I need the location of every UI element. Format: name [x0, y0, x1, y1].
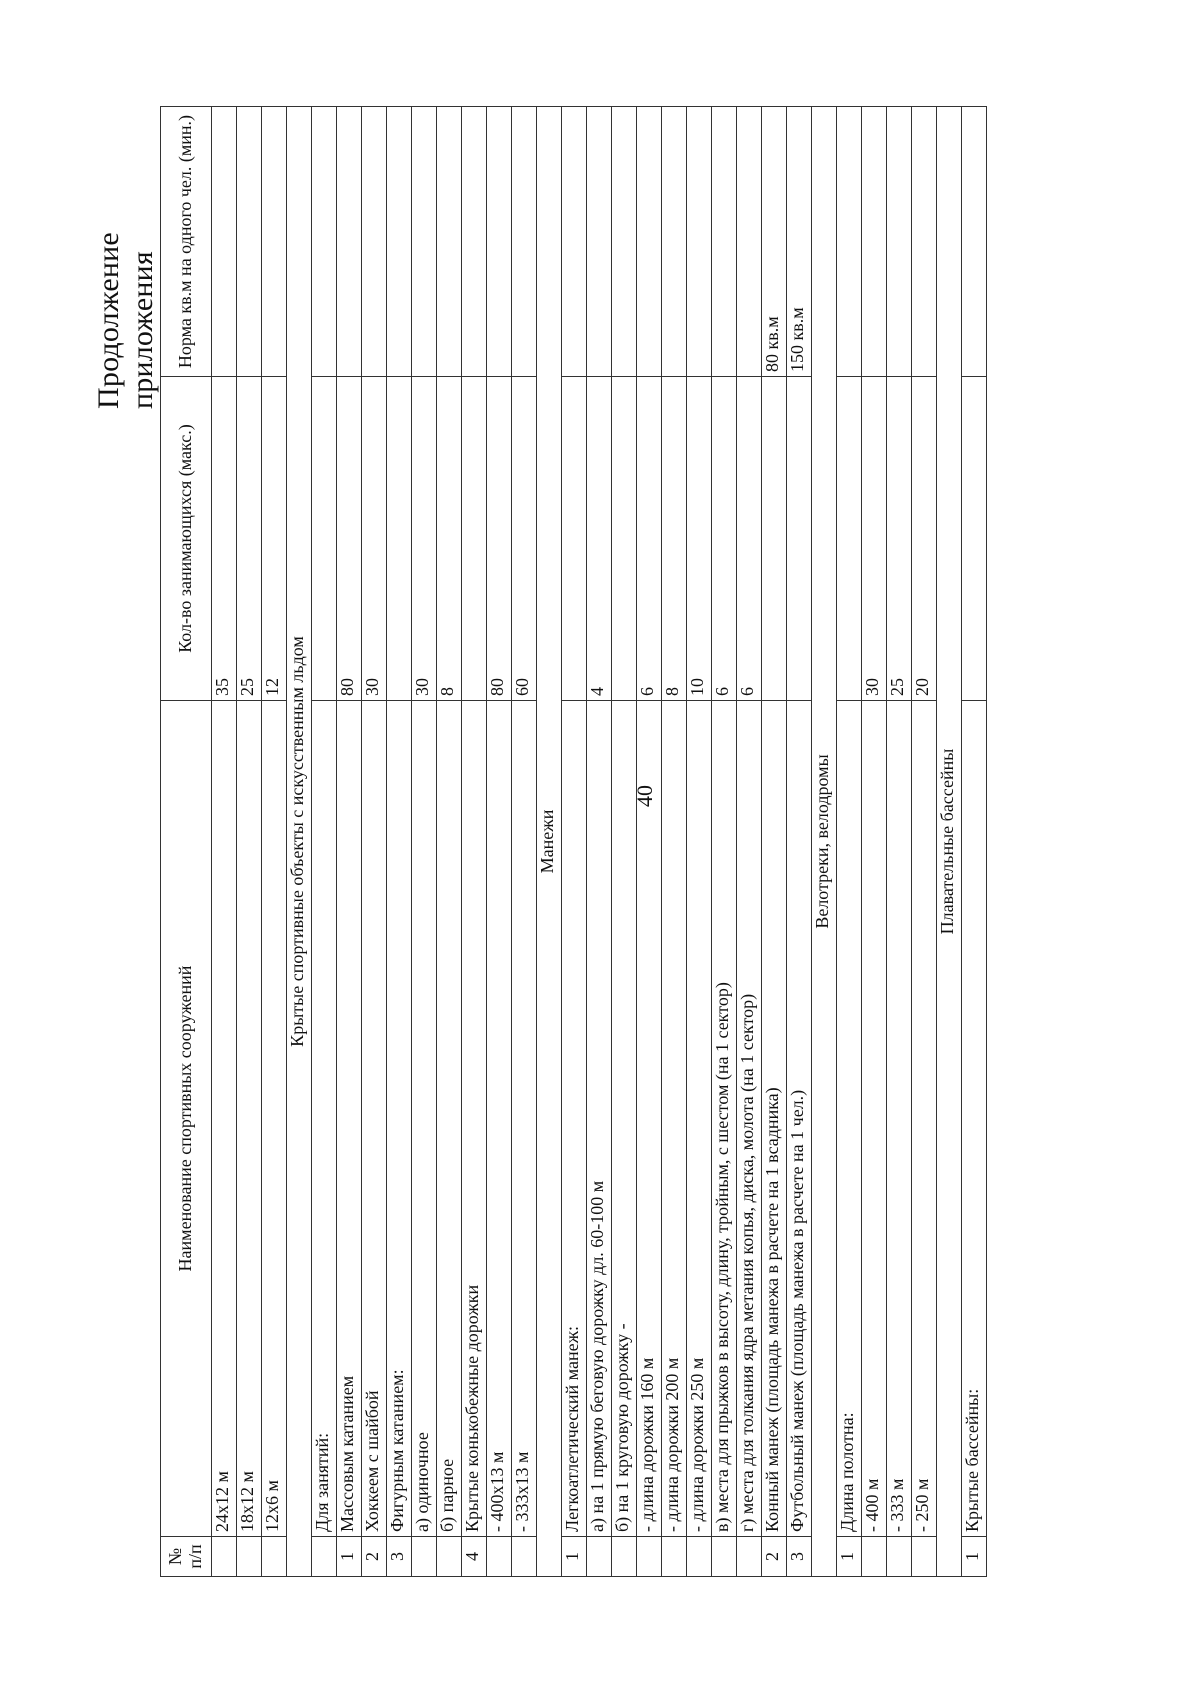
row-num-cell: 3	[787, 1537, 812, 1577]
table-row	[612, 107, 637, 1577]
row-num-cell: 3	[387, 1537, 412, 1577]
table-row	[687, 107, 712, 1577]
table-row	[587, 107, 612, 1577]
row-num-cell: 1	[562, 1537, 587, 1577]
row-norm-cell	[587, 107, 612, 377]
row-norm-cell	[637, 107, 662, 377]
header-num: № п/п	[161, 1537, 212, 1577]
row-count-cell	[787, 377, 812, 701]
row-name-cell: - 400х13 м	[487, 701, 512, 1537]
row-count-cell	[462, 377, 487, 701]
table-row	[862, 107, 887, 1577]
row-count-cell: 6	[737, 377, 762, 701]
row-norm-cell	[437, 107, 462, 377]
row-name-cell: Крытые бассейны:	[962, 701, 987, 1537]
row-count-cell	[612, 377, 637, 701]
table-row	[487, 107, 512, 1577]
table-row	[437, 107, 462, 1577]
section-row	[537, 107, 562, 1577]
table-row	[212, 107, 237, 1577]
row-count-cell: 30	[412, 377, 437, 701]
table-row	[837, 107, 862, 1577]
row-name-cell: 24х12 м	[212, 701, 237, 1537]
row-num-cell	[237, 1537, 262, 1577]
table-row	[737, 107, 762, 1577]
row-name-cell: г) места для толкания ядра метания копья, диска, молота (на 1 сектор)	[737, 701, 762, 1537]
row-count-cell: 10	[687, 377, 712, 701]
section-label: Манежи	[537, 107, 562, 1577]
row-num-cell	[512, 1537, 537, 1577]
row-norm-cell	[912, 107, 937, 377]
row-norm-cell	[212, 107, 237, 377]
row-count-cell: 80	[337, 377, 362, 701]
table-row	[362, 107, 387, 1577]
row-norm-cell	[312, 107, 337, 377]
row-norm-cell	[387, 107, 412, 377]
table-row	[512, 107, 537, 1577]
row-name-cell: б) на 1 круговую дорожку -	[612, 701, 637, 1537]
header-name: Наименование спортивных сооружений	[161, 701, 212, 1537]
row-num-cell: 2	[362, 1537, 387, 1577]
row-num-cell: 1	[337, 1537, 362, 1577]
section-row	[812, 107, 837, 1577]
row-num-cell	[612, 1537, 637, 1577]
header-count: Кол-во занимающихся (макс.)	[161, 377, 212, 701]
row-norm-cell	[562, 107, 587, 377]
section-label: Велотреки, велодромы	[812, 107, 837, 1577]
row-num-cell	[737, 1537, 762, 1577]
row-count-cell: 8	[662, 377, 687, 701]
page-title: Продолжение приложения	[92, 232, 159, 409]
table-row	[337, 107, 362, 1577]
table-row	[412, 107, 437, 1577]
table-row	[762, 107, 787, 1577]
table-row	[387, 107, 412, 1577]
row-name-cell: - длина дорожки 200 м	[662, 701, 687, 1537]
row-count-cell	[387, 377, 412, 701]
row-name-cell: Фигурным катанием:	[387, 701, 412, 1537]
row-name-cell: - 333 м	[887, 701, 912, 1537]
table-row	[912, 107, 937, 1577]
row-count-cell: 30	[362, 377, 387, 701]
row-norm-cell	[712, 107, 737, 377]
row-name-cell: а) на 1 прямую беговую дорожку дл. 60-100 м	[587, 701, 612, 1537]
row-norm-cell	[862, 107, 887, 377]
section-row	[287, 107, 312, 1577]
row-norm-cell	[662, 107, 687, 377]
table-row	[637, 107, 662, 1577]
row-norm-cell	[687, 107, 712, 377]
table-row	[712, 107, 737, 1577]
page-number: 40	[632, 785, 657, 807]
row-num-cell	[262, 1537, 287, 1577]
row-num-cell: 1	[837, 1537, 862, 1577]
row-count-cell: 30	[862, 377, 887, 701]
row-count-cell: 35	[212, 377, 237, 701]
row-norm-cell	[837, 107, 862, 377]
row-name-cell: Для занятий:	[312, 701, 337, 1537]
table-row	[237, 107, 262, 1577]
table-header-row	[161, 107, 212, 1577]
row-norm-cell	[887, 107, 912, 377]
row-count-cell	[562, 377, 587, 701]
row-num-cell	[437, 1537, 462, 1577]
row-norm-cell	[737, 107, 762, 377]
row-num-cell	[912, 1537, 937, 1577]
row-num-cell: 2	[762, 1537, 787, 1577]
table-row	[562, 107, 587, 1577]
table-row	[262, 107, 287, 1577]
row-name-cell: - длина дорожки 160 м	[637, 701, 662, 1537]
section-label: Плавательные бассейны	[937, 107, 962, 1577]
row-name-cell: 18х12 м	[237, 701, 262, 1537]
row-norm-cell	[337, 107, 362, 377]
row-name-cell: - 250 м	[912, 701, 937, 1537]
row-count-cell: 6	[712, 377, 737, 701]
row-num-cell	[212, 1537, 237, 1577]
row-count-cell	[962, 377, 987, 701]
table-row	[662, 107, 687, 1577]
row-num-cell: 4	[462, 1537, 487, 1577]
row-count-cell	[762, 377, 787, 701]
row-name-cell: Длина полотна:	[837, 701, 862, 1537]
row-num-cell	[862, 1537, 887, 1577]
table-body	[161, 107, 987, 1577]
row-count-cell	[312, 377, 337, 701]
header-norm: Норма кв.м на одного чел. (мин.)	[161, 107, 212, 377]
table-row	[962, 107, 987, 1577]
row-count-cell: 20	[912, 377, 937, 701]
row-count-cell: 25	[237, 377, 262, 701]
section-row	[937, 107, 962, 1577]
sports-facilities-table	[160, 106, 987, 1577]
row-num-cell	[587, 1537, 612, 1577]
row-norm-cell	[462, 107, 487, 377]
row-num-cell	[712, 1537, 737, 1577]
row-num-cell	[662, 1537, 687, 1577]
row-name-cell: Конный манеж (площадь манежа в расчете на 1 всадника)	[762, 701, 787, 1537]
row-count-cell: 25	[887, 377, 912, 701]
row-norm-cell	[612, 107, 637, 377]
table-row	[312, 107, 337, 1577]
row-name-cell: - 333х13 м	[512, 701, 537, 1537]
row-num-cell	[687, 1537, 712, 1577]
row-name-cell: 12х6 м	[262, 701, 287, 1537]
table-row	[462, 107, 487, 1577]
table-row	[887, 107, 912, 1577]
row-norm-cell: 80 кв.м	[762, 107, 787, 377]
row-norm-cell	[487, 107, 512, 377]
row-norm-cell	[512, 107, 537, 377]
row-name-cell: Массовым катанием	[337, 701, 362, 1537]
row-name-cell: Футбольный манеж (площадь манежа в расчете на 1 чел.)	[787, 701, 812, 1537]
row-norm-cell: 150 кв.м	[787, 107, 812, 377]
row-name-cell: Легкоатлетический манеж:	[562, 701, 587, 1537]
row-name-cell: в) места для прыжков в высоту, длину, тройным, с шестом (на 1 сектор)	[712, 701, 737, 1537]
row-num-cell	[637, 1537, 662, 1577]
row-norm-cell	[412, 107, 437, 377]
table-row	[787, 107, 812, 1577]
row-norm-cell	[237, 107, 262, 377]
row-name-cell: б) парное	[437, 701, 462, 1537]
section-label: Крытые спортивные объекты с искусственным льдом	[287, 107, 312, 1577]
row-num-cell	[887, 1537, 912, 1577]
row-name-cell: - 400 м	[862, 701, 887, 1537]
row-count-cell	[837, 377, 862, 701]
row-name-cell: а) одиночное	[412, 701, 437, 1537]
row-count-cell: 60	[512, 377, 537, 701]
row-num-cell: 1	[962, 1537, 987, 1577]
row-name-cell: - длина дорожки 250 м	[687, 701, 712, 1537]
row-num-cell	[487, 1537, 512, 1577]
row-norm-cell	[262, 107, 287, 377]
row-norm-cell	[962, 107, 987, 377]
row-count-cell: 6	[637, 377, 662, 701]
row-norm-cell	[362, 107, 387, 377]
row-num-cell	[312, 1537, 337, 1577]
row-name-cell: Крытые конькобежные дорожки	[462, 701, 487, 1537]
row-count-cell: 8	[437, 377, 462, 701]
row-count-cell: 4	[587, 377, 612, 701]
row-num-cell	[412, 1537, 437, 1577]
row-count-cell: 80	[487, 377, 512, 701]
row-name-cell: Хоккеем с шайбой	[362, 701, 387, 1537]
row-count-cell: 12	[262, 377, 287, 701]
